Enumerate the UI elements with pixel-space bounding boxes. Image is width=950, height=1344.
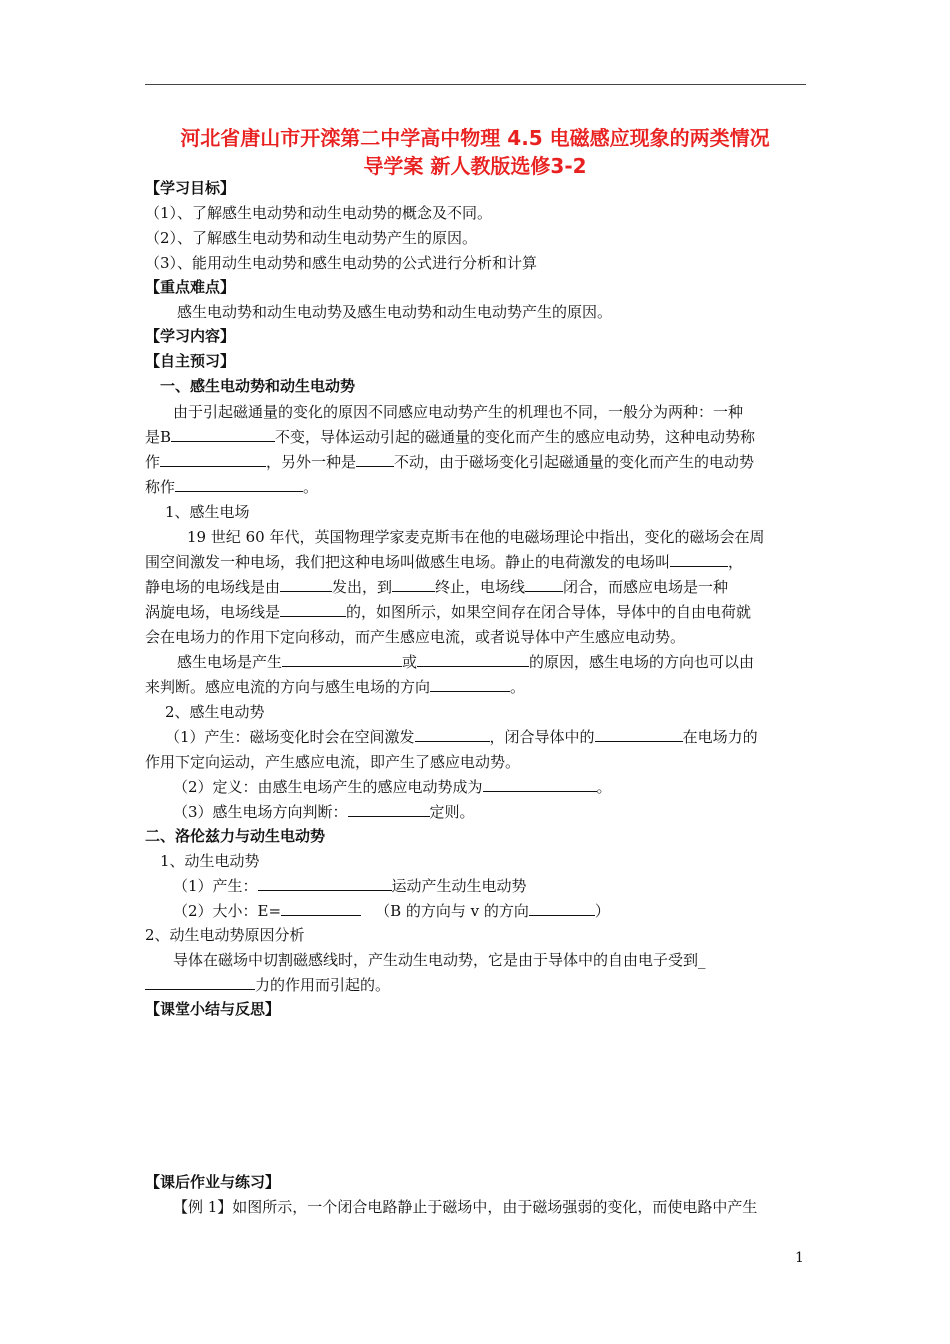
fill-blank[interactable] [595, 726, 683, 742]
induced-field-para2-line2: 来判断。感应电流的方向与感生电场的方向 。 [145, 678, 526, 696]
subsection-induced-field: 1、感生电场 [165, 503, 250, 521]
header-rule [145, 84, 806, 85]
content-heading: 【学习内容】 [145, 327, 236, 345]
fill-blank[interactable] [430, 676, 510, 692]
induced-field-para-line5: 会在电场力的作用下定向移动，而产生感应电流，或者说导体中产生感应电动势。 [145, 628, 686, 646]
fill-blank[interactable] [258, 875, 392, 891]
goal-item-2: （2）、了解感生电动势和动生电动势产生的原因。 [145, 229, 478, 247]
motional-emf-item1: （1）产生： 运动产生动生电动势 [173, 877, 527, 895]
induced-emf-item1-line1: （1）产生：磁场变化时会在空间激发 ，闭合导体中的 在电场力的 [165, 728, 758, 746]
page-title-line2: 导学案 新人教版选修3-2 [363, 154, 587, 178]
fill-blank[interactable] [280, 576, 332, 592]
fill-blank[interactable] [483, 776, 597, 792]
fill-blank[interactable] [160, 451, 266, 467]
induced-field-para-line2: 围空间激发一种电场，我们把这种电场叫做感生电场。静止的电荷激发的电场叫 ， [145, 553, 744, 571]
section1-para1-line1: 由于引起磁通量的变化的原因不同感应电动势产生的机理也不同，一般分为两种：一种 [173, 403, 744, 421]
page-number: 1 [795, 1250, 804, 1266]
fill-blank[interactable] [145, 974, 255, 990]
goal-item-1: （1）、了解感生电动势和动生电动势的概念及不同。 [145, 204, 493, 222]
induced-field-para-line1: 19 世纪 60 年代，英国物理学家麦克斯韦在他的电磁场理论中指出，变化的磁场会在周 [187, 528, 765, 546]
page-title-line1: 河北省唐山市开滦第二中学高中物理 4.5 电磁感应现象的两类情况 [180, 126, 770, 150]
fill-blank[interactable] [280, 601, 346, 617]
section1-para1-line3: 作 ，另外一种是 不动，由于磁场变化引起磁通量的变化而产生的电动势 [145, 453, 755, 471]
key-points-heading: 【重点难点】 [145, 278, 236, 296]
subsection-induced-emf: 2、感生电动势 [165, 703, 265, 721]
fill-blank[interactable] [175, 476, 303, 492]
section2-heading: 二、洛伦兹力与动生电动势 [145, 827, 326, 845]
fill-blank[interactable] [282, 651, 402, 667]
fill-blank[interactable] [670, 551, 728, 567]
section1-heading: 一、感生电动势和动生电动势 [160, 377, 356, 395]
key-points-text: 感生电动势和动生电动势及感生电动势和动生电动势产生的原因。 [177, 303, 613, 321]
fill-blank[interactable] [529, 900, 595, 916]
induced-field-para-line4: 涡旋电场，电场线是 的，如图所示，如果空间存在闭合导体，导体中的自由电荷就 [145, 603, 752, 621]
induced-field-para-line3: 静电场的电场线是由 发出，到 终止，电场线 闭合，而感应电场是一种 [145, 578, 729, 596]
goals-heading: 【学习目标】 [145, 179, 236, 197]
fill-blank[interactable] [281, 900, 361, 916]
induced-field-para2-line1: 感生电场是产生 或 的原因，感生电场的方向也可以由 [177, 653, 755, 671]
induced-emf-item3: （3）感生电场方向判断： 定则。 [173, 803, 475, 821]
motional-cause-line2: 力的作用而引起的。 [145, 974, 390, 996]
induced-emf-item1-line2: 作用下定向运动，产生感应电流，即产生了感应电动势。 [145, 753, 521, 771]
fill-blank[interactable] [415, 726, 490, 742]
motional-cause-line1: 导体在磁场中切割磁感线时，产生动生电动势，它是由于导体中的自由电子受到_ [173, 951, 706, 969]
motional-emf-item2: （2）大小：E= （B 的方向与 v 的方向 ） [173, 902, 610, 920]
fill-blank[interactable] [392, 576, 435, 592]
section1-para1-line4: 称作 。 [145, 478, 319, 496]
preview-heading: 【自主预习】 [145, 352, 236, 370]
induced-emf-item2: （2）定义：由感生电场产生的感应电动势成为 。 [173, 778, 612, 796]
example-1-text: 【例 1】如图所示，一个闭合电路静止于磁场中，由于磁场强弱的变化，而使电路中产生 [173, 1198, 758, 1216]
fill-blank[interactable] [525, 576, 563, 592]
subsection-motional-cause: 2、动生电动势原因分析 [145, 926, 305, 944]
goal-item-3: （3）、能用动生电动势和感生电动势的公式进行分析和计算 [145, 254, 538, 272]
fill-blank[interactable] [417, 651, 529, 667]
fill-blank[interactable] [356, 451, 394, 467]
summary-heading: 【课堂小结与反思】 [145, 1000, 281, 1018]
fill-blank[interactable] [171, 426, 275, 442]
fill-blank[interactable] [348, 801, 430, 817]
subsection-motional-emf: 1、动生电动势 [160, 852, 260, 870]
homework-heading: 【课后作业与练习】 [145, 1173, 281, 1191]
section1-para1-line2: 是B 不变，导体运动引起的磁通量的变化而产生的感应电动势，这种电动势称 [145, 428, 756, 446]
